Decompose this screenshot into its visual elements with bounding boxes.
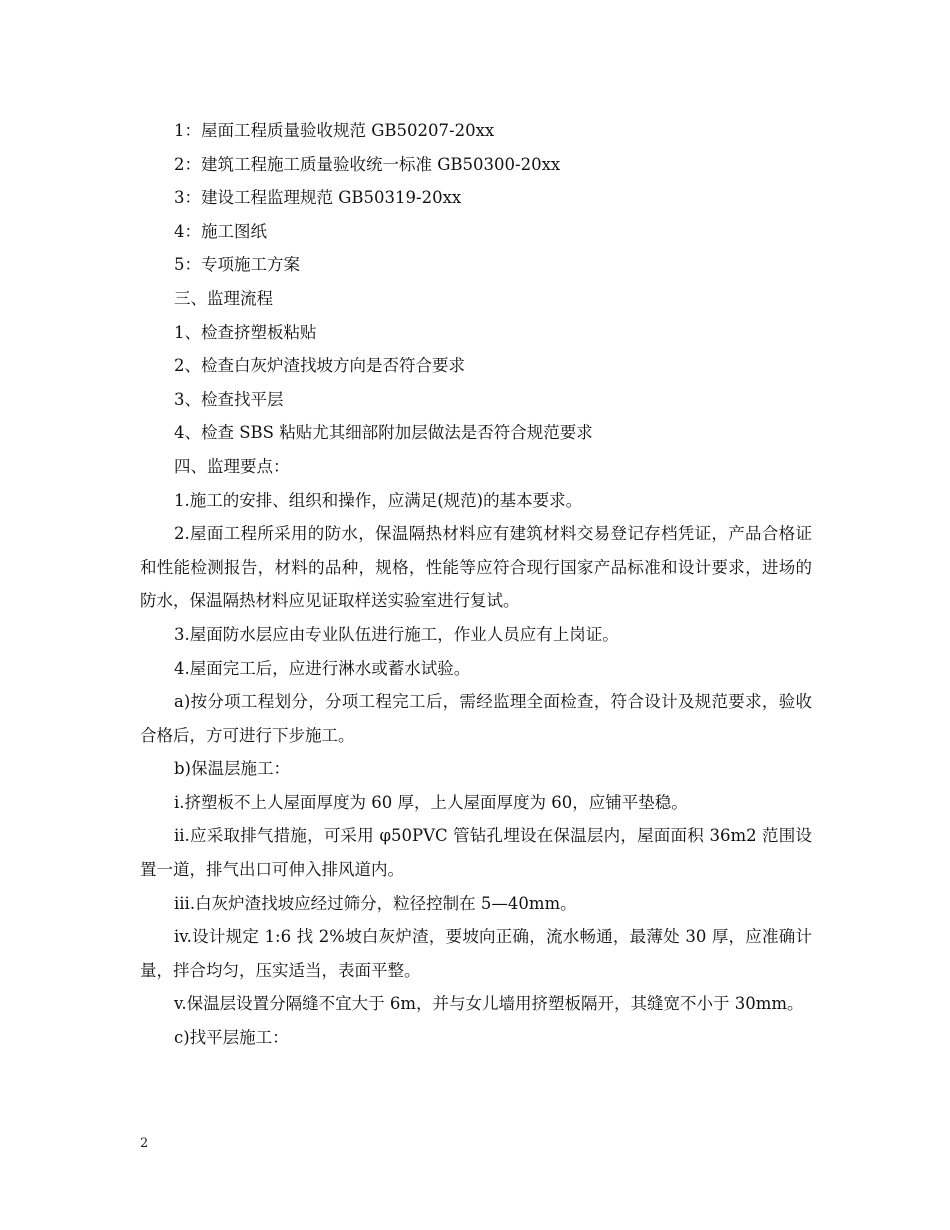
- paragraph: 1、检查挤塑板粘贴: [174, 322, 317, 342]
- paragraph: 4.屋面完工后，应进行淋水或蓄水试验。: [174, 658, 471, 678]
- paragraph: a)按分项工程划分，分项工程完工后，需经监理全面检查，符合设计及规范要求，验收合格后，方可进行下步施工。: [140, 692, 812, 745]
- paragraph: c)找平层施工：: [174, 1028, 289, 1048]
- paragraph: 2、检查白灰炉渣找坡方向是否符合要求: [174, 356, 465, 376]
- paragraph: ii.应采取排气措施，可采用 φ50PVC 管钻孔埋设在保温层内，屋面面积 36m2 范围设置一道，排气出口可伸入排风道内。: [140, 826, 812, 880]
- paragraph: 2.屋面工程所采用的防水，保温隔热材料应有建筑材料交易登记存档凭证，产品合格证和性能检测报告，材料的品种，规格，性能等应符合现行国家产品标准和设计要求，进场的防水，保温隔热材料应见证取样送实验室进行复试。: [140, 524, 812, 611]
- paragraph: 3.屋面防水层应由专业队伍进行施工，作业人员应有上岗证。: [174, 624, 619, 644]
- page-number: 2: [140, 1136, 149, 1151]
- paragraph: 4、检查 SBS 粘贴尤其细部附加层做法是否符合规范要求: [174, 423, 593, 443]
- paragraph: 1.施工的安排、组织和操作，应满足(规范)的基本要求。: [174, 490, 583, 510]
- paragraph: 4：施工图纸: [174, 221, 267, 241]
- paragraph: 3、检查找平层: [174, 389, 284, 409]
- paragraph: 1：屋面工程质量验收规范 GB50207-20xx: [174, 121, 495, 140]
- paragraph: 3：建设工程监理规范 GB50319-20xx: [174, 188, 462, 208]
- section-heading: 四、监理要点：: [174, 456, 290, 476]
- paragraph: iii.白灰炉渣找坡应经过筛分，粒径控制在 5—40mm。: [174, 893, 577, 913]
- paragraph: 5：专项施工方案: [174, 255, 300, 275]
- paragraph: b)保温层施工：: [174, 759, 290, 779]
- paragraph: 2：建筑工程施工质量验收统一标准 GB50300-20xx: [174, 154, 561, 174]
- body-text: [140, 114, 812, 1055]
- paragraph: i.挤塑板不上人屋面厚度为 60 厚，上人屋面厚度为 60，应铺平垫稳。: [174, 792, 688, 812]
- section-heading: 三、监理流程: [174, 288, 273, 308]
- paragraph: iv.设计规定 1:6 找 2%坡白灰炉渣，要坡向正确，流水畅通，最薄处 30 厚，应准确计量，拌合均匀，压实适当，表面平整。: [140, 927, 812, 980]
- paragraph: v.保温层设置分隔缝不宜大于 6m，并与女儿墙用挤塑板隔开，其缝宽不小于 30mm。: [174, 994, 804, 1014]
